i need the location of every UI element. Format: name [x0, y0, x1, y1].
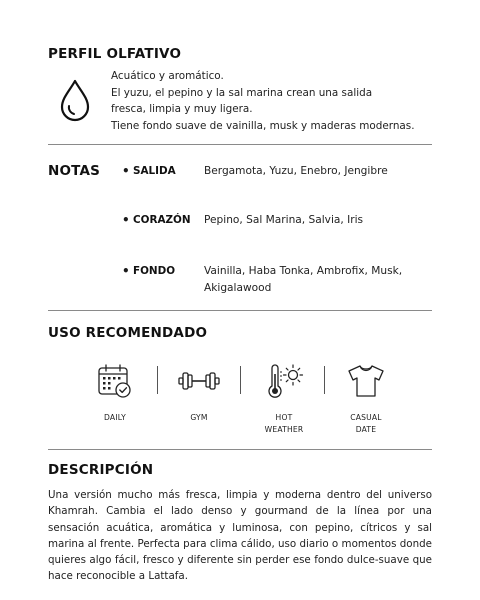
note-label: CORAZÓN — [133, 214, 191, 226]
divider — [48, 310, 432, 311]
perfil-olfativo-text — [111, 68, 441, 134]
note-label: SALIDA — [133, 165, 176, 177]
note-label: FONDO — [133, 265, 176, 277]
perfil-olfativo-title: PERFIL OLFATIVO — [48, 46, 182, 62]
uso-label: DATE — [355, 425, 377, 434]
bullet: • — [122, 213, 130, 227]
notas-title: NOTAS — [48, 163, 101, 179]
perfil-line: fresca, limpia y muy ligera. — [111, 103, 253, 116]
perfil-line: Tiene fondo suave de vainilla, musk y maderas modernas. — [111, 119, 415, 132]
uso-recomendado-title: USO RECOMENDADO — [48, 325, 208, 341]
descripcion-text: Una versión mucho más fresca, limpia y moderna dentro del universo Khamrah. Cambia el lado denso y gourmand de la línea por una sensación acuática, aromática y luminosa, con pepino, cítricos y sal marina al frente. Perfecta para clima cálido, uso diario o momentos donde quieres algo fácil, fresco y diferente sin perder ese fondo dulce-suave que hace reconocible a Lattafa. — [48, 489, 432, 583]
separator — [240, 366, 241, 394]
water-drop-icon — [58, 78, 92, 122]
perfil-line: El yuzu, el pepino y la sal marina crean una salida — [111, 86, 373, 99]
thermometer-sun-icon — [264, 362, 304, 400]
perfil-line: Acuático y aromático. — [111, 70, 224, 82]
uso-item-gym — [159, 362, 239, 422]
uso-item-casual-date — [326, 362, 406, 434]
note-value: Pepino, Sal Marina, Salvia, Iris — [204, 214, 364, 226]
uso-label: GYM — [190, 413, 208, 422]
descripcion-title: DESCRIPCIÓN — [48, 462, 154, 478]
dumbbell-icon — [177, 362, 221, 400]
bullet: • — [122, 164, 130, 178]
uso-item-hot-weather — [244, 362, 324, 434]
t-shirt-icon — [345, 362, 387, 400]
uso-label: DAILY — [103, 413, 126, 422]
uso-label: HOT — [275, 413, 293, 422]
separator — [157, 366, 158, 394]
note-value: Vainilla, Haba Tonka, Ambrofix, Musk, Akigalawood — [204, 265, 403, 294]
uso-label: WEATHER — [264, 425, 304, 434]
bullet: • — [122, 264, 130, 278]
note-value: Bergamota, Yuzu, Enebro, Jengibre — [204, 165, 388, 177]
uso-item-daily — [75, 362, 155, 422]
divider — [48, 449, 432, 450]
uso-label: CASUAL — [350, 413, 382, 422]
separator — [324, 366, 325, 394]
calendar-check-icon — [96, 362, 134, 400]
divider — [48, 144, 432, 145]
